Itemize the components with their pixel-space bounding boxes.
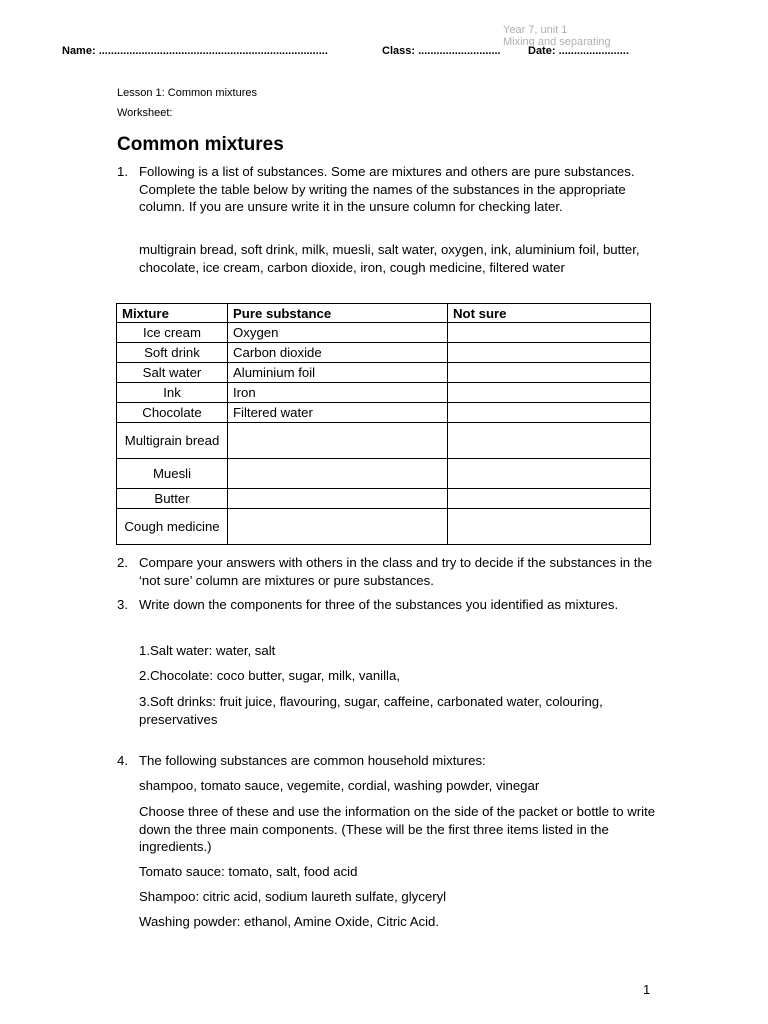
mixture-cell[interactable]: Cough medicine — [117, 509, 228, 545]
q1-number: 1. — [117, 164, 128, 179]
not-sure-cell[interactable] — [448, 343, 651, 363]
q4-answer-2: Shampoo: citric acid, sodium laureth sulfate, glyceryl — [139, 889, 447, 904]
mixture-cell[interactable]: Butter — [117, 489, 228, 509]
q4-number: 4. — [117, 753, 128, 768]
pure-substance-cell[interactable] — [228, 509, 448, 545]
name-label: Name: — [62, 45, 96, 57]
pure-substance-cell[interactable]: Aluminium foil — [228, 363, 448, 383]
pure-substance-cell[interactable]: Carbon dioxide — [228, 343, 448, 363]
q4-answer-3: Washing powder: ethanol, Amine Oxide, Citric Acid. — [139, 914, 440, 929]
date-field[interactable] — [528, 45, 629, 57]
mixture-cell[interactable]: Chocolate — [117, 403, 228, 423]
not-sure-cell[interactable] — [448, 323, 651, 343]
page-number: 1 — [643, 982, 651, 997]
page-title: Common mixtures — [117, 134, 284, 155]
table-row — [117, 383, 651, 403]
header-mixture: Mixture — [117, 304, 228, 323]
mixture-cell[interactable]: Multigrain bread — [117, 423, 228, 459]
mixture-cell[interactable]: Muesli — [117, 459, 228, 489]
pure-substance-cell[interactable]: Filtered water — [228, 403, 448, 423]
class-blank: ........................... — [418, 45, 501, 57]
table-row — [117, 403, 651, 423]
q4-mixture-list: shampoo, tomato sauce, vegemite, cordial, washing powder, vinegar — [139, 778, 540, 793]
header-pure-substance: Pure substance — [228, 304, 448, 323]
date-blank: ....................... — [558, 45, 629, 57]
table-row — [117, 343, 651, 363]
not-sure-cell[interactable] — [448, 363, 651, 383]
q3-number: 3. — [117, 597, 128, 612]
q3-answer-1: 1.Salt water: water, salt — [139, 643, 276, 658]
name-field[interactable] — [62, 45, 328, 57]
not-sure-cell[interactable] — [448, 459, 651, 489]
table-header-row — [117, 304, 651, 323]
q4-answer-1: Tomato sauce: tomato, salt, food acid — [139, 864, 358, 879]
mixture-cell[interactable]: Soft drink — [117, 343, 228, 363]
table-row — [117, 363, 651, 383]
not-sure-cell[interactable] — [448, 423, 651, 459]
q2-number: 2. — [117, 555, 128, 570]
q2-text: Compare your answers with others in the class and try to decide if the substances in the ‘not sure’ column are mixtures or pure substances. — [139, 555, 653, 588]
table-row — [117, 423, 651, 459]
pure-substance-cell[interactable]: Iron — [228, 383, 448, 403]
not-sure-cell[interactable] — [448, 403, 651, 423]
mixtures-table — [116, 303, 651, 545]
mixture-cell[interactable]: Salt water — [117, 363, 228, 383]
q4-text: The following substances are common household mixtures: — [139, 753, 486, 768]
name-blank: ........................................................................... — [98, 45, 328, 57]
q4-instructions: Choose three of these and use the information on the side of the packet or bottle to write down the three main components. (These will be the first three items listed in the ingredients.) — [139, 804, 656, 854]
header-not-sure: Not sure — [448, 304, 651, 323]
not-sure-cell[interactable] — [448, 489, 651, 509]
date-label: Date: — [528, 45, 556, 57]
class-field[interactable] — [382, 45, 501, 57]
q3-text: Write down the components for three of the substances you identified as mixtures. — [139, 597, 619, 612]
table-row — [117, 509, 651, 545]
not-sure-cell[interactable] — [448, 383, 651, 403]
pure-substance-cell[interactable]: Oxygen — [228, 323, 448, 343]
not-sure-cell[interactable] — [448, 509, 651, 545]
mixture-cell[interactable]: Ink — [117, 383, 228, 403]
unit-label: Year 7, unit 1 — [503, 24, 568, 36]
class-label: Class: — [382, 45, 416, 57]
q1-substance-list: multigrain bread, soft drink, milk, muesli, salt water, oxygen, ink, aluminium foil, butter, chocolate, ice cream, carbon dioxide, iron, cough medicine, filtered water — [139, 242, 640, 275]
table-row — [117, 459, 651, 489]
mixture-cell[interactable]: Ice cream — [117, 323, 228, 343]
table-row — [117, 489, 651, 509]
table-row — [117, 323, 651, 343]
pure-substance-cell[interactable] — [228, 489, 448, 509]
q3-answer-2: 2.Chocolate: coco butter, sugar, milk, vanilla, — [139, 668, 400, 683]
unit-subtitle: Mixing and separating — [503, 36, 611, 48]
q3-answer-3: 3.Soft drinks: fruit juice, flavouring, sugar, caffeine, carbonated water, colouring, preservatives — [139, 694, 603, 727]
pure-substance-cell[interactable] — [228, 459, 448, 489]
q1-text: Following is a list of substances. Some are mixtures and others are pure substances. Complete the table below by writing the names of the substances in the appropriate column. If you are unsure write it in the unsure column for checking later. — [139, 164, 635, 214]
pure-substance-cell[interactable] — [228, 423, 448, 459]
lesson-label: Lesson 1: Common mixtures — [117, 87, 257, 99]
worksheet-label: Worksheet: — [117, 107, 173, 119]
